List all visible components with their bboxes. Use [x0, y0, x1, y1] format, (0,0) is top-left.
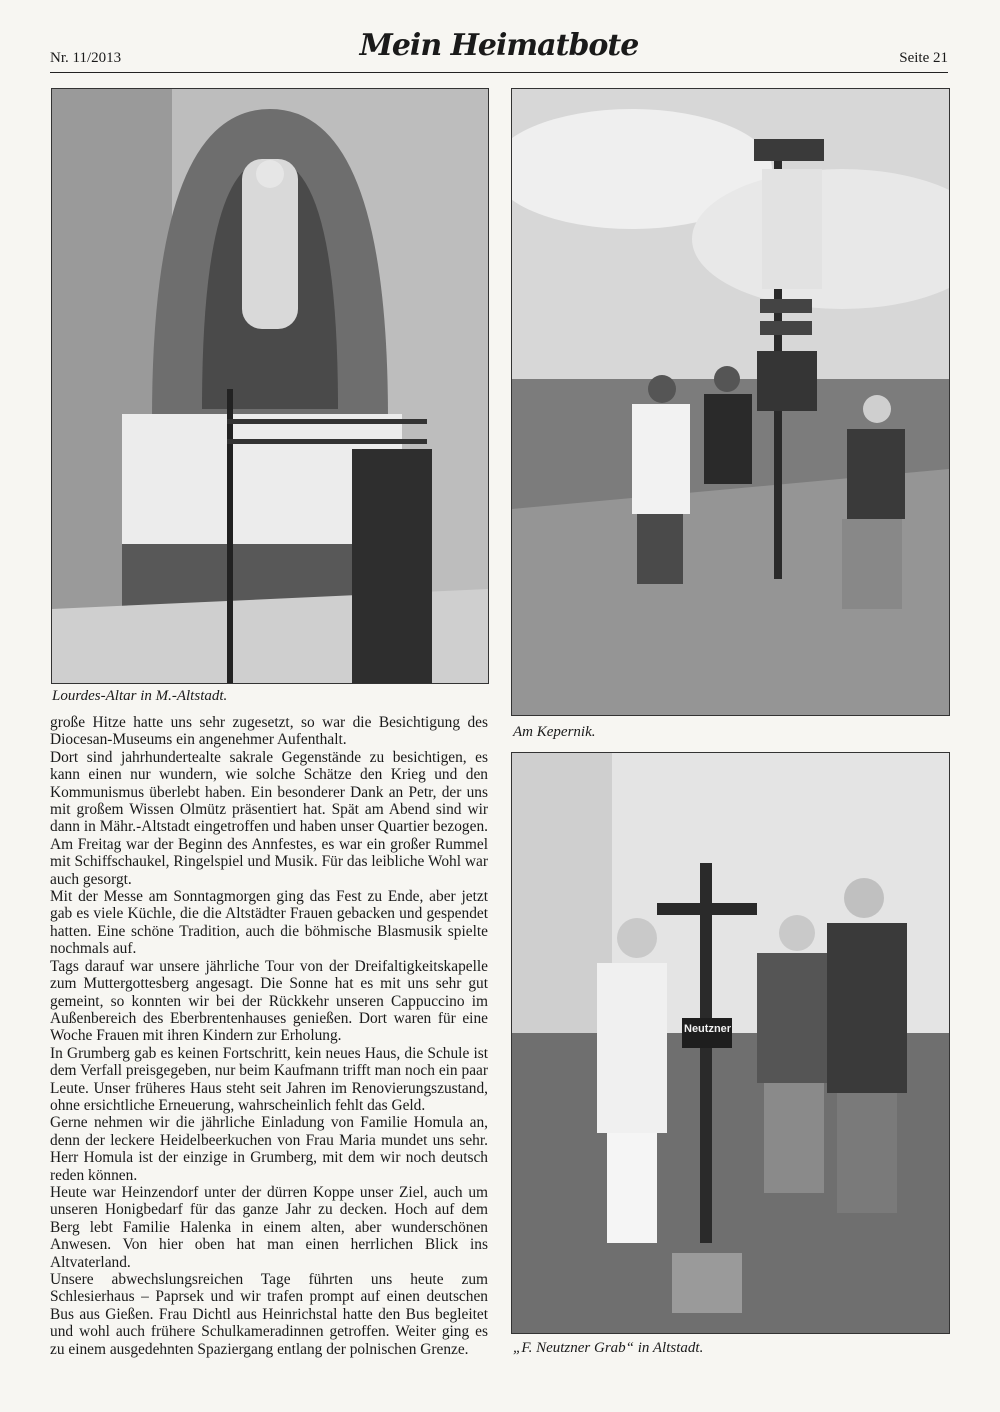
- kepernik-photo: [511, 88, 950, 716]
- altar-caption: Lourdes-Altar in M.-Altstadt.: [52, 688, 228, 704]
- article-paragraph: Mit der Messe am Sonntagmorgen ging das Fest zu Ende, aber jetzt gab es viele Küchle, die die Altstädter Frauen gebacken und gespendet hatten. Eine schöne Tradition, auch die böhmische Blasmusik spielte nochmals auf.: [50, 888, 488, 958]
- masthead-logo: Mein Heimatbote: [359, 28, 639, 63]
- article-body: [50, 714, 488, 1358]
- article-paragraph: Unsere abwechslungsreichen Tage führten uns heute zum Schlesierhaus – Paprsek und wir trafen prompt auf einen deutschen Bus aus Gießen. Frau Dichtl aus Heinrichstal hatte den Bus begleitet und wohl auch frühere Schulkameradinnen getroffen. Weiter ging es zu einem ausgedehnten Spaziergang entlang der polnischen Grenze.: [50, 1271, 488, 1358]
- article-paragraph: Gerne nehmen wir die jährliche Einladung von Familie Homula an, denn der leckere Heidelbeerkuchen von Frau Maria mundet uns sehr. Herr Homula ist der einzige in Grumberg, mit dem wir noch deutsch reden können.: [50, 1114, 488, 1184]
- article-paragraph: Tags darauf war unsere jährliche Tour von der Dreifaltigkeitskapelle zum Muttergottesberg angesagt. Die Sonne hat es mit uns sehr gut gemeint, so konnten wir bei der Rückkehr unseren Cappuccino im Außenbereich des Eberbrentenhauses genießen. Dort waren für eine Woche Frauen mit ihren Kindern zur Erholung.: [50, 957, 488, 1045]
- article-paragraph: In Grumberg gab es keinen Fortschritt, kein neues Haus, die Schule ist dem Verfall preisgegeben, nur beim Kaufmann trifft man noch ein paar Leute. Unser früheres Haus steht seit Jahren im Renovierungszustand, ohne ersichtliche Erneuerung, wahrscheinlich fehlt das Geld.: [50, 1044, 488, 1114]
- issue-number: Nr. 11/2013: [50, 50, 122, 66]
- page-number: Seite 21: [899, 50, 948, 66]
- altar-photo: [51, 88, 489, 684]
- page-header: [50, 28, 948, 73]
- article-paragraph: Heute war Heinzendorf unter der dürren Koppe unser Ziel, auch um unseren Honigbedarf für das ganze Jahr zu decken. Hoch auf dem Berg lebt Familie Halenka in einem alten, aber wunderschönen Anwesen. Von hier oben hat man einen herrlichen Blick ins Altvaterland.: [50, 1183, 488, 1271]
- article-paragraph: große Hitze hatte uns sehr zugesetzt, so war die Besichtigung des Diocesan-Museums ein angenehmer Aufenthalt.: [50, 714, 488, 749]
- grave-nameplate: Neutzner: [684, 1023, 732, 1035]
- grave-photo: [511, 752, 950, 1334]
- kepernik-caption: Am Kepernik.: [513, 724, 596, 740]
- article-paragraph: Dort sind jahrhundertealte sakrale Gegenstände zu besichtigen, es kann einen nur wundern, wie solche Schätze den Krieg und den Kommunismus überlebt haben. Ein besonderer Dank an Petr, der uns mit großem Wissen Olmütz präsentiert hat. Spät am Abend sind wir dann in Mähr.-Altstadt eingetroffen und haben unser Quartier bezogen. Am Freitag war der Beginn des Annfestes, es war ein großer Rummel mit Schiffschaukel, Ringelspiel und Musik. Für das leibliche Wohl war auch gesorgt.: [50, 748, 488, 888]
- grave-caption: „F. Neutzner Grab“ in Altstadt.: [513, 1340, 704, 1356]
